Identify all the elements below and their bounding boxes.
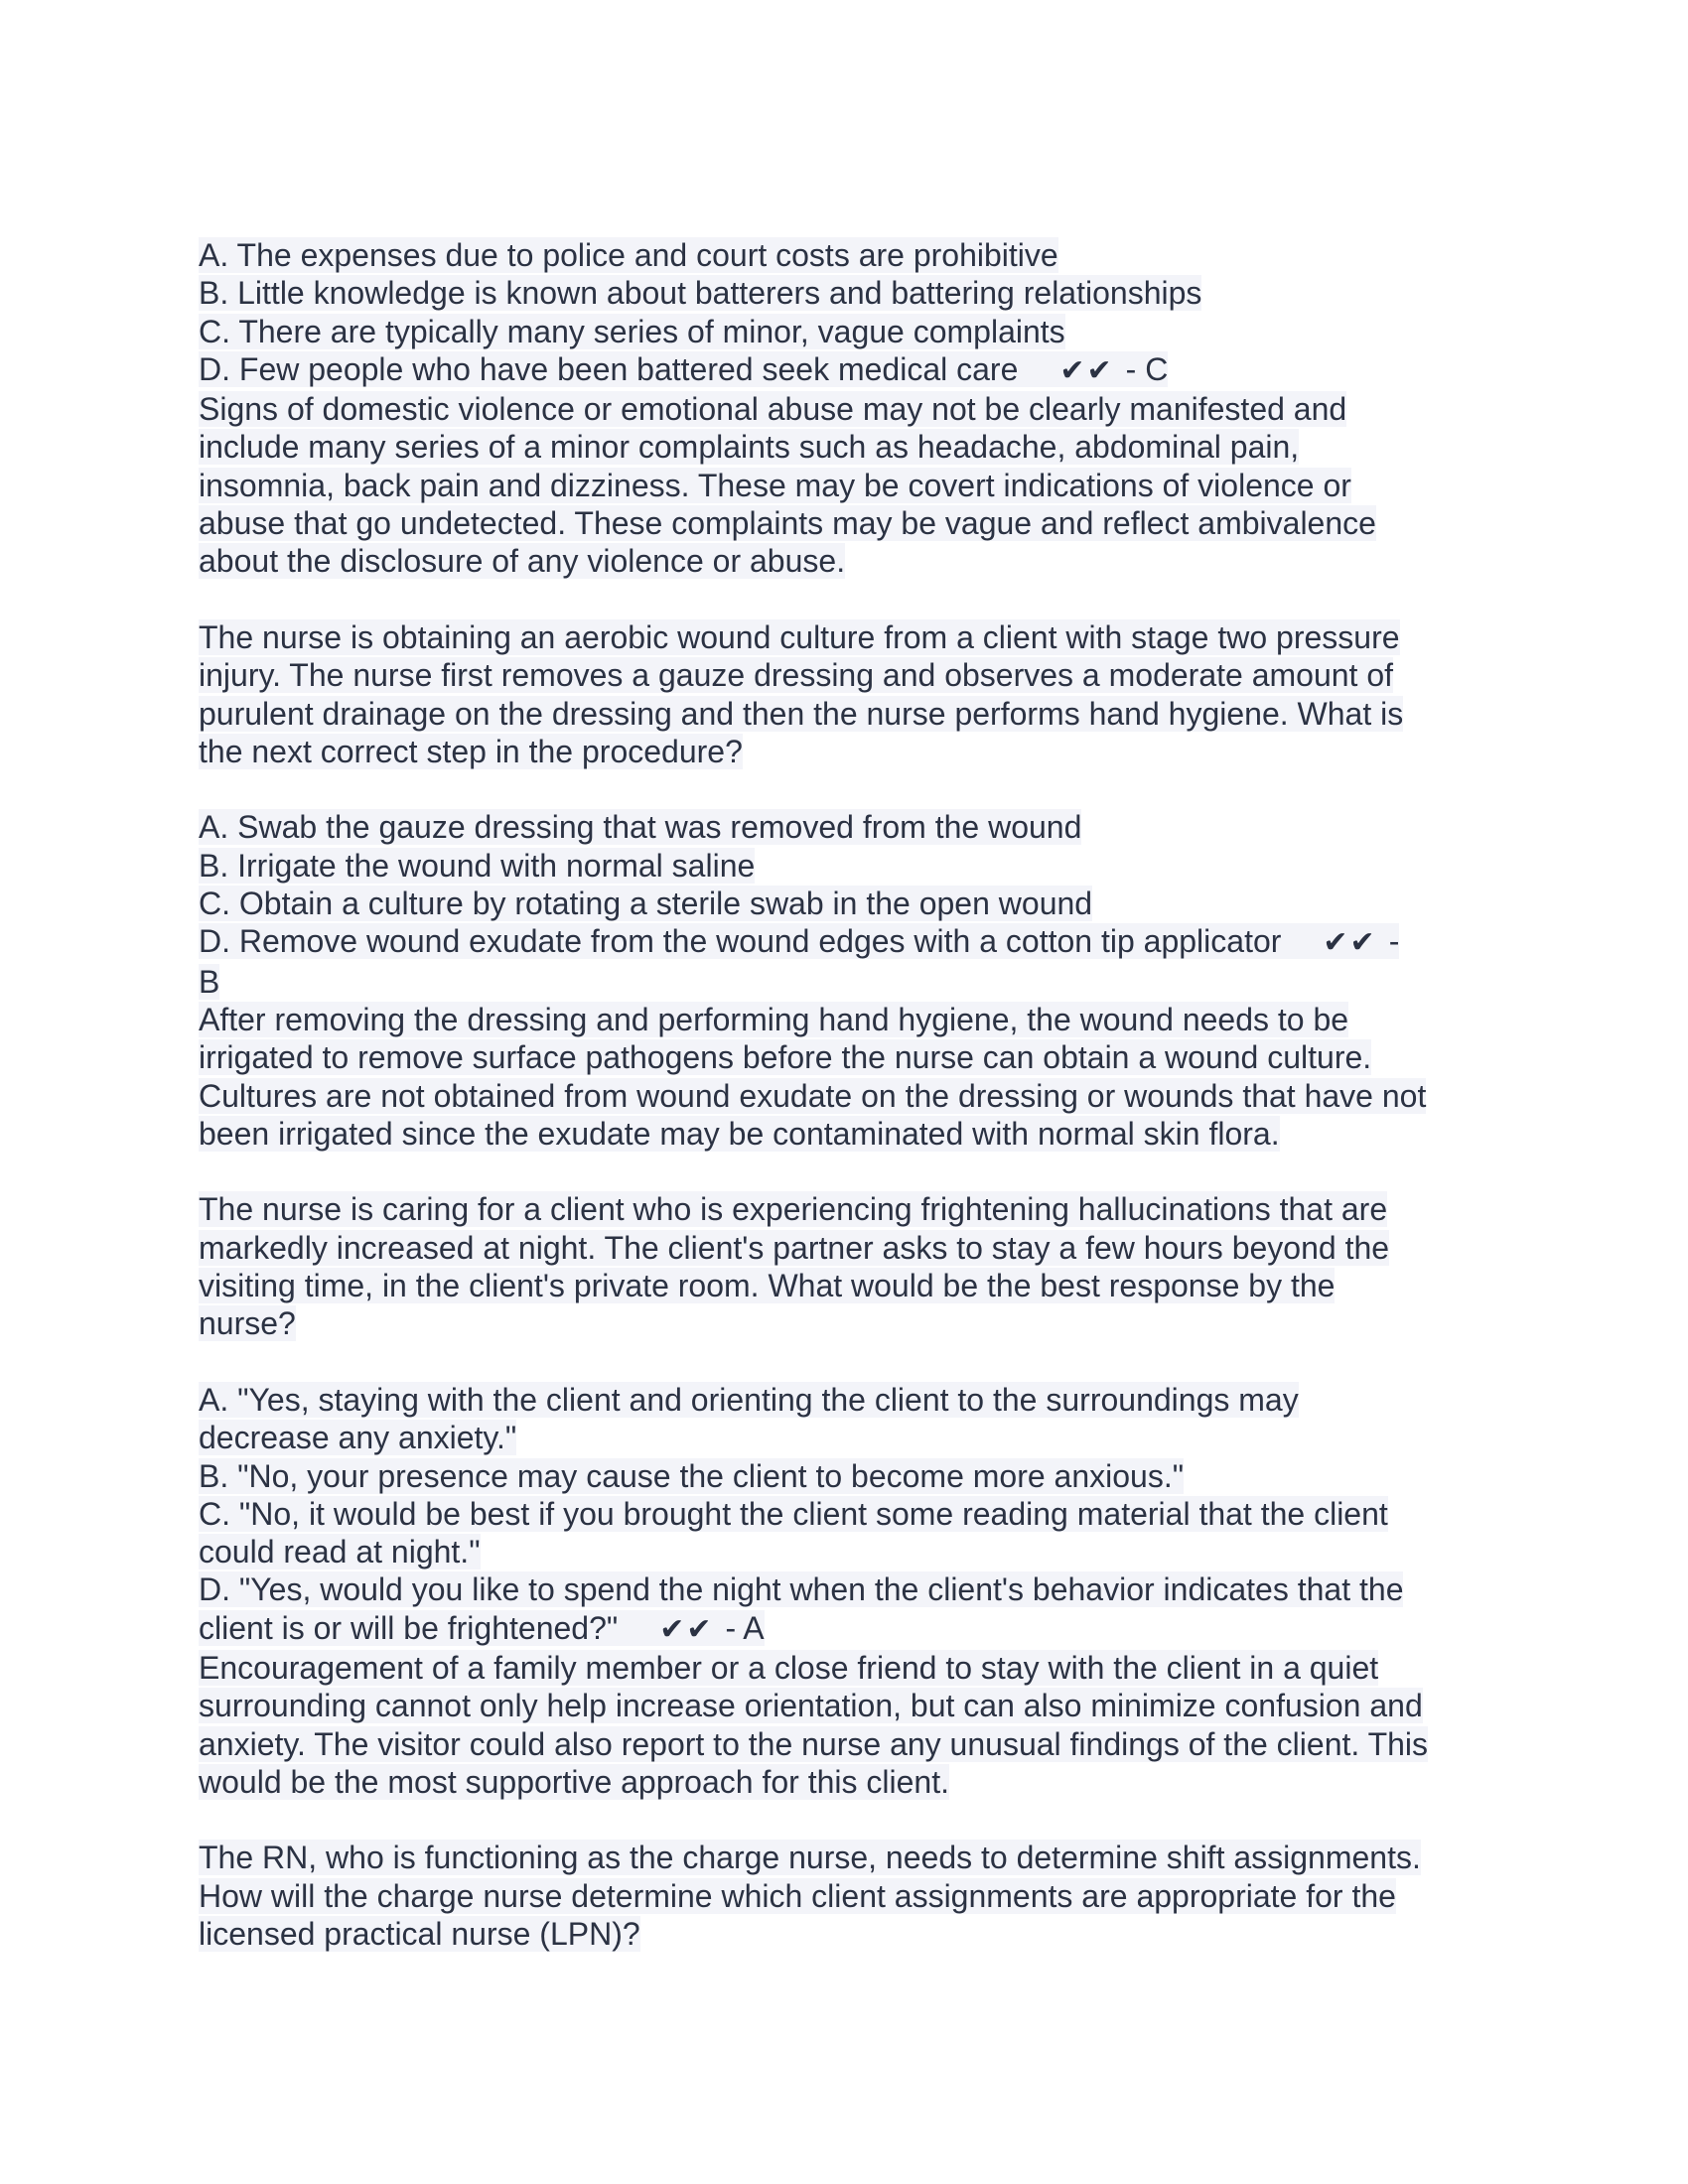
answer-option: B. "No, your presence may cause the client to become more anxious." bbox=[199, 1457, 1185, 1494]
answer-option-last: D. Remove wound exudate from the wound edges with a cotton tip applicator ✔✔ - bbox=[199, 923, 1400, 961]
explanation-line: include many series of a minor complaints such as headache, abdominal pain, bbox=[199, 429, 1300, 466]
explanation-line: surrounding cannot only help increase orientation, but can also minimize confusion and bbox=[199, 1688, 1423, 1724]
question-block-4 bbox=[199, 1839, 1509, 1953]
answer-option-last: D. Few people who have been battered seek medical care ✔✔ - C bbox=[199, 350, 1169, 388]
answer-option: decrease any anxiety." bbox=[199, 1420, 517, 1456]
answer-key-dash: - bbox=[1388, 923, 1400, 960]
answer-option: A. The expenses due to police and court costs are prohibitive bbox=[199, 237, 1058, 273]
question-line: nurse? bbox=[199, 1305, 296, 1342]
answer-option: A. Swab the gauze dressing that was removed from the wound bbox=[199, 809, 1082, 846]
question-line: injury. The nurse first removes a gauze dressing and observes a moderate amount of bbox=[199, 657, 1393, 694]
question-line: purulent drainage on the dressing and then the nurse performs hand hygiene. What is bbox=[199, 695, 1404, 732]
question-block-3 bbox=[199, 1190, 1509, 1801]
spacer bbox=[199, 770, 1509, 808]
answer-option-last: client is or will be frightened?" ✔✔ - A bbox=[199, 1609, 765, 1647]
question-line: visiting time, in the client's private room. What would be the best response by the bbox=[199, 1268, 1336, 1304]
answer-option: B. Little knowledge is known about batterers and battering relationships bbox=[199, 275, 1202, 312]
question-line: The nurse is obtaining an aerobic wound culture from a client with stage two pressure bbox=[199, 618, 1400, 655]
answer-key: B bbox=[199, 963, 220, 1000]
answer-key: - A bbox=[725, 1609, 765, 1646]
checkmark-icon: ✔✔ bbox=[1323, 925, 1377, 961]
question-block-2 bbox=[199, 618, 1509, 1153]
question-block-1 bbox=[199, 236, 1509, 581]
question-line: The nurse is caring for a client who is experiencing frightening hallucinations that are bbox=[199, 1191, 1388, 1228]
explanation-line: would be the most supportive approach for this client. bbox=[199, 1763, 949, 1800]
answer-option: D. "Yes, would you like to spend the night when the client's behavior indicates that the bbox=[199, 1571, 1404, 1608]
explanation-line: Cultures are not obtained from wound exudate on the dressing or wounds that have not bbox=[199, 1077, 1427, 1114]
answer-key: - C bbox=[1125, 350, 1169, 387]
answer-option: could read at night." bbox=[199, 1534, 481, 1570]
question-line: How will the charge nurse determine which client assignments are appropriate for the bbox=[199, 1877, 1396, 1914]
explanation-line: been irrigated since the exudate may be contaminated with normal skin flora. bbox=[199, 1115, 1280, 1152]
question-line: licensed practical nurse (LPN)? bbox=[199, 1916, 640, 1953]
spacer bbox=[199, 1801, 1509, 1839]
explanation-line: anxiety. The visitor could also report to the nurse any unusual findings of the client. This bbox=[199, 1725, 1429, 1762]
answer-option: C. "No, it would be best if you brought the client some reading material that the client bbox=[199, 1495, 1388, 1532]
explanation-line: After removing the dressing and performing hand hygiene, the wound needs to be bbox=[199, 1001, 1349, 1037]
answer-option: C. Obtain a culture by rotating a sterile swab in the open wound bbox=[199, 886, 1093, 922]
explanation-line: irrigated to remove surface pathogens before the nurse can obtain a wound culture. bbox=[199, 1039, 1372, 1076]
question-line: the next correct step in the procedure? bbox=[199, 733, 743, 769]
spacer bbox=[199, 581, 1509, 618]
checkmark-icon: ✔✔ bbox=[659, 1611, 714, 1647]
explanation-line: Signs of domestic violence or emotional abuse may not be clearly manifested and bbox=[199, 391, 1347, 428]
question-line: The RN, who is functioning as the charge nurse, needs to determine shift assignments. bbox=[199, 1840, 1421, 1876]
explanation-line: insomnia, back pain and dizziness. These may be covert indications of violence or bbox=[199, 467, 1351, 503]
answer-option: A. "Yes, staying with the client and orienting the client to the surroundings may bbox=[199, 1381, 1299, 1418]
spacer bbox=[199, 1343, 1509, 1381]
spacer bbox=[199, 1153, 1509, 1190]
checkmark-icon: ✔✔ bbox=[1059, 352, 1114, 388]
explanation-line: abuse that go undetected. These complaints may be vague and reflect ambivalence bbox=[199, 505, 1376, 542]
question-line: markedly increased at night. The client's partner asks to stay a few hours beyond the bbox=[199, 1229, 1390, 1266]
answer-option: C. There are typically many series of minor, vague complaints bbox=[199, 313, 1065, 349]
explanation-line: Encouragement of a family member or a close friend to stay with the client in a quiet bbox=[199, 1649, 1379, 1686]
answer-option: B. Irrigate the wound with normal saline bbox=[199, 847, 756, 884]
explanation-line: about the disclosure of any violence or abuse. bbox=[199, 543, 846, 580]
document-page bbox=[199, 236, 1509, 1953]
